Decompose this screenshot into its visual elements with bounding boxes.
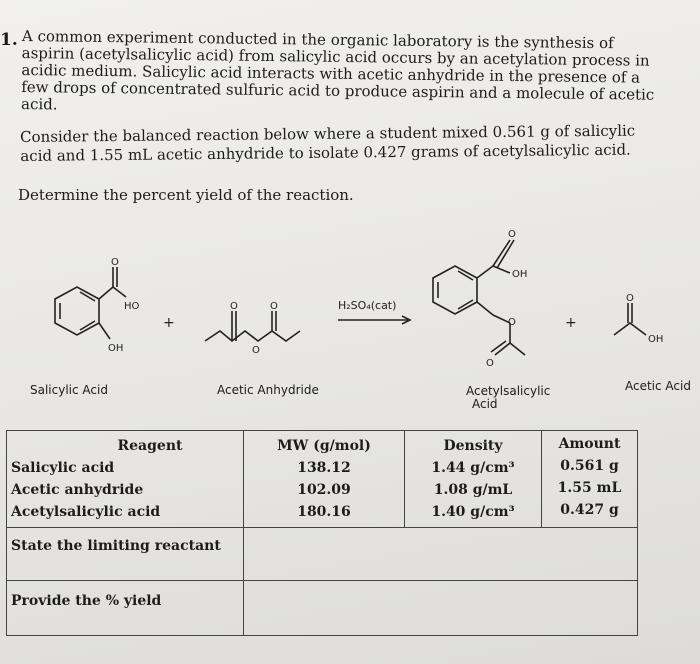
mw-cell: 180.16 [297, 504, 351, 520]
reagent-table [6, 430, 638, 636]
product-label-line1: Acetylsalicylic [466, 384, 551, 398]
o-label-8: O [626, 293, 634, 304]
mw-header: MW (g/mol) [277, 438, 371, 454]
o-label-2: O [230, 301, 238, 312]
mw-column [244, 431, 405, 528]
acetic-anhydride-label: Acetic Anhydride [217, 383, 319, 397]
percent-yield-row [7, 581, 638, 636]
acetylsalicylic-acid-label [466, 385, 550, 411]
plus-sign-2: + [565, 315, 577, 331]
reagent-header: Reagent [117, 438, 183, 454]
o-label-1: O [111, 257, 119, 268]
limiting-reactant-label: State the limiting reactant [7, 528, 244, 581]
density-cell: 1.40 g/cm³ [431, 504, 515, 520]
density-cell: 1.08 g/mL [433, 482, 513, 498]
reagent-cell: Acetic anhydride [11, 482, 144, 498]
oh-label-2: OH [512, 269, 528, 280]
reagent-cell: Salicylic acid [11, 460, 115, 476]
plus-sign-1: + [163, 315, 175, 331]
task-prompt: Determine the percent yield of the reaction. [18, 186, 354, 204]
catalyst-label: H₂SO₄(cat) [338, 299, 397, 312]
ho-label-1: HO [124, 301, 140, 312]
percent-yield-label: Provide the % yield [7, 581, 244, 636]
density-cell: 1.44 g/cm³ [431, 460, 515, 476]
o-label-5: O [508, 229, 516, 240]
mw-cell: 102.09 [297, 482, 351, 498]
amount-cell: 0.561 g [560, 458, 619, 474]
o-label-3: O [252, 345, 260, 356]
reaction-description: Consider the balanced reaction below where a student mixed 0.561 g of salicylic acid and 1.55 mL acetic anhydride to isolate 0.427 grams of acetylsalicylic acid. [20, 121, 636, 165]
amount-header: Amount [558, 436, 621, 452]
product-label-line2: Acid [472, 397, 498, 411]
reagent-column [7, 431, 244, 528]
limiting-reactant-answer-field[interactable] [244, 528, 638, 581]
amount-column [542, 431, 638, 528]
o-label-4: O [270, 301, 278, 312]
limiting-reactant-row [7, 528, 638, 581]
intro-paragraph: A common experiment conducted in the organic laboratory is the synthesis of aspirin (acetylsalicylic acid) from salicylic acid occurs by an acetylation process in acidic medium. Salicylic acid interacts with acetic anhydride in the presence of a few drops of concentrated sulfuric acid to produce aspirin and a molecule of acetic acid. [20, 27, 655, 114]
oh-label-3: OH [648, 334, 664, 345]
o-label-7: O [486, 358, 494, 369]
reagent-cell: Acetylsalicylic acid [11, 504, 161, 520]
amount-cell: 1.55 mL [557, 480, 622, 496]
salicylic-ring [55, 287, 99, 335]
salicylic-acid-label: Salicylic Acid [30, 383, 108, 397]
table-row [7, 431, 638, 528]
density-column [405, 431, 542, 528]
acetic-acid-label: Acetic Acid [625, 379, 691, 393]
mw-cell: 138.12 [297, 460, 351, 476]
oh-label-1: OH [108, 343, 124, 354]
o-label-6: O [508, 317, 516, 328]
question-number: 1. [0, 30, 18, 50]
density-header: Density [443, 438, 503, 454]
percent-yield-answer-field[interactable] [244, 581, 638, 636]
amount-cell: 0.427 g [560, 502, 619, 518]
